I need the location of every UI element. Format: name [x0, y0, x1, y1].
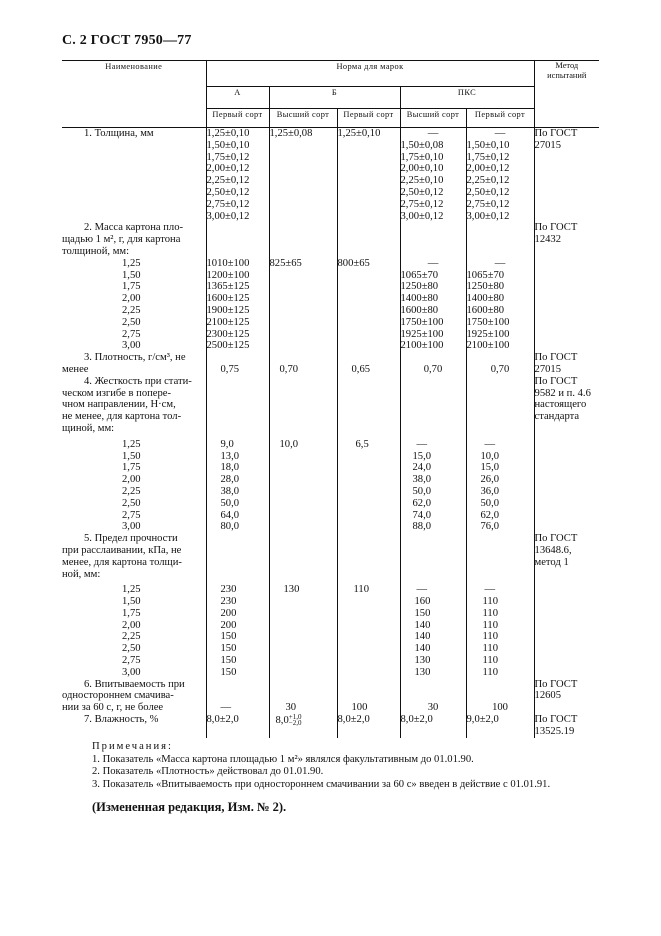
- cell-pks-premium: 30: [400, 679, 466, 714]
- cell-pks-premium: — 1065±70 1250±80 1400±80 1600±80 1750±100 1925±100 2100±100: [400, 222, 466, 352]
- sort-header: Первый сорт: [337, 109, 400, 128]
- sort-header: Первый сорт: [206, 109, 269, 128]
- row-name: 6. Впитываемость при одностороннем смачива- нии за 60 с, г, не более: [62, 678, 185, 714]
- name-column-header: Наименование: [62, 61, 206, 128]
- cell-method: По ГОСТ 9582 и п. 4.6 настоящего стандарта: [534, 376, 599, 533]
- cell-a-first: 0,75: [206, 352, 269, 376]
- row-name: 7. Влажность, %: [84, 714, 159, 726]
- cell-a-first: 1,25±0,10 1,50±0,10 1,75±0,12 2,00±0,12 2,25±0,12 2,50±0,12 2,75±0,12 3,00±0,12: [206, 128, 269, 223]
- cell-method: По ГОСТ 27015: [534, 128, 599, 223]
- table-row: [62, 222, 599, 352]
- cell-pks-first: 100: [466, 679, 534, 714]
- sort-header: Высший сорт: [400, 109, 466, 128]
- table-row: [62, 352, 599, 376]
- cell-b-first: 800±65: [337, 222, 400, 352]
- cell-b-first: 110: [337, 533, 400, 679]
- cell-b-first: 8,0±2,0: [337, 714, 400, 738]
- cell-a-first: —: [206, 679, 269, 714]
- cell-pks-premium: — 1,50±0,08 1,75±0,10 2,00±0,10 2,25±0,10 2,50±0,12 2,75±0,12 3,00±0,12: [400, 128, 466, 223]
- method-column-header: Метод испытаний: [534, 61, 599, 128]
- table-row: [62, 376, 599, 533]
- cell-b-premium: 825±65: [269, 222, 337, 352]
- cell-pks-premium: — 15,0 24,0 38,0 50,0 62,0 74,0 88,0: [400, 376, 466, 533]
- row-name: 2. Масса картона пло- щадью 1 м², г, для картона толщиной, мм: 1,25 1,50 1,75 2,00 2,25 2,50 2,75 3,00: [62, 222, 184, 352]
- cell-method: По ГОСТ 13525.19: [534, 714, 599, 738]
- cell-b-premium: 10,0: [269, 376, 337, 533]
- cell-b-premium: 30: [269, 679, 337, 714]
- cell-pks-first: — 1,50±0,10 1,75±0,12 2,00±0,12 2,25±0,12 2,50±0,12 2,75±0,12 3,00±0,12: [466, 128, 534, 223]
- table-row: [62, 533, 599, 679]
- grade-b-header: Б: [269, 87, 400, 109]
- cell-b-premium: 130: [269, 533, 337, 679]
- cell-method: По ГОСТ 12432: [534, 222, 599, 352]
- cell-a-first: 9,0 13,0 18,0 28,0 38,0 50,0 64,0 80,0: [206, 376, 269, 533]
- notes-block: [92, 741, 550, 791]
- cell-b-premium: 1,25±0,08: [269, 128, 337, 223]
- cell-a-first: 1010±100 1200±100 1365±125 1600±125 1900±125 2100±125 2300±125 2500±125: [206, 222, 269, 352]
- grade-a-header: А: [206, 87, 269, 109]
- cell-b-first: 0,65: [337, 352, 400, 376]
- page-header: С. 2 ГОСТ 7950—77: [62, 33, 192, 48]
- cell-method: По ГОСТ 13648.6, метод 1: [534, 533, 599, 679]
- row-name: 4. Жесткость при стати- ческом изгибе в попере- чном направлении, Н·см, не менее, для картона тол- щиной, мм: 1,25 1,50 1,75 2,00 2,25 2,50 2,75 3,00: [62, 375, 192, 533]
- cell-pks-first: — 110 110 110 110 110 110 110: [466, 533, 534, 679]
- cell-a-first: 8,0±2,0: [206, 714, 269, 738]
- notes-title: Примечания:: [92, 741, 173, 752]
- cell-pks-premium: 0,70: [400, 352, 466, 376]
- row-name: 1. Толщина, мм: [84, 128, 154, 139]
- cell-a-first: 230 230 200 200 150 150 150 150: [206, 533, 269, 679]
- cell-b-premium: 0,70: [269, 352, 337, 376]
- cell-b-first: 100: [337, 679, 400, 714]
- table-row: [62, 128, 599, 223]
- table-row: [62, 714, 599, 738]
- note-item: 2. Показатель «Плотность» действовал до 01.01.90.: [92, 766, 324, 777]
- cell-b-first: 6,5: [337, 376, 400, 533]
- note-item: 3. Показатель «Впитываемость при одностороннем смачивании за 60 с» введен в действие с 01.01.91.: [92, 778, 551, 790]
- row-name: 3. Плотность, г/см³, не менее: [62, 352, 186, 375]
- row-name: 5. Предел прочности при расслаивании, кПа, не менее, для картона толщи- ной, мм: 1,25 1,50 1,75 2,00 2,25 2,50 2,75 3,00: [62, 533, 182, 678]
- note-item: 1. Показатель «Масса картона площадью 1 м²» являлся факультативным до 01.01.90.: [92, 753, 474, 765]
- sort-header: Первый сорт: [466, 109, 534, 128]
- cell-pks-first: — 1065±70 1250±80 1400±80 1600±80 1750±100 1925±100 2100±100: [466, 222, 534, 352]
- table-row: [62, 679, 599, 714]
- cell-pks-premium: — 160 150 140 140 140 130 130: [400, 533, 466, 679]
- cell-pks-first: 9,0±2,0: [466, 714, 534, 738]
- cell-pks-first: — 10,0 15,0 26,0 36,0 50,0 62,0 76,0: [466, 376, 534, 533]
- cell-method: По ГОСТ 27015: [534, 352, 599, 376]
- cell-b-first: 1,25±0,10: [337, 128, 400, 223]
- grade-pks-header: ПКС: [400, 87, 534, 109]
- norms-table: [62, 60, 599, 738]
- norm-group-header: Норма для марок: [206, 61, 534, 87]
- cell-pks-first: 0,70: [466, 352, 534, 376]
- sort-header: Высший сорт: [269, 109, 337, 128]
- tolerance-fraction: +1,0 −2,0: [288, 713, 302, 728]
- cell-pks-premium: 8,0±2,0: [400, 714, 466, 738]
- amendment-note: (Измененная редакция, Изм. № 2).: [92, 800, 287, 814]
- cell-b-premium: 8,0+1,0 −2,0: [269, 714, 337, 738]
- cell-method: По ГОСТ 12605: [534, 679, 599, 714]
